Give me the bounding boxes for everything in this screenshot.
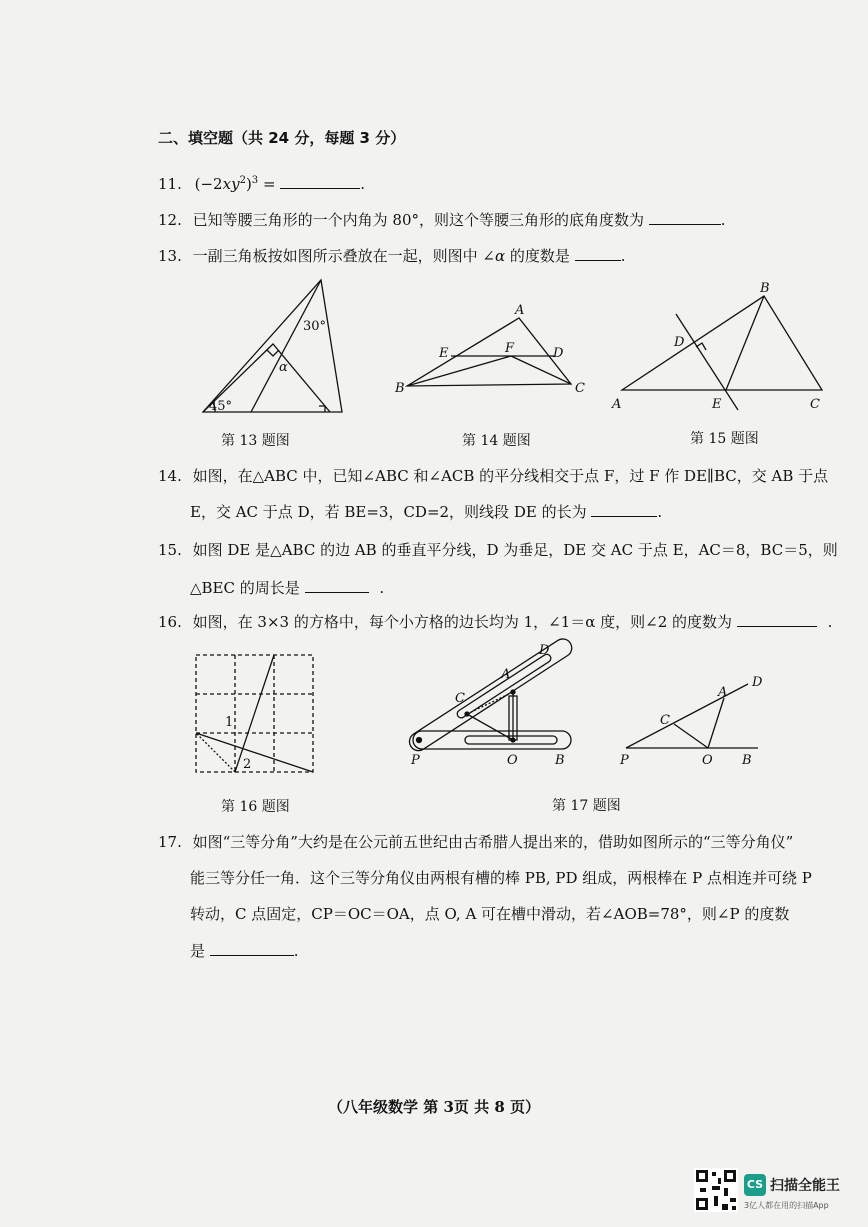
question-14-line-2: E，交 AC 于点 D，若 BE=3，CD=2，则线段 DE 的长为 . <box>190 503 663 521</box>
fig17-diag-label-p: P <box>620 753 629 768</box>
fig15-caption: 第 15 题图 <box>690 431 759 447</box>
scanner-logo-icon: CS <box>744 1174 766 1196</box>
fig14-label-d: D <box>553 346 564 361</box>
fig17-inst-label-b: B <box>555 753 565 768</box>
q11-number: 11. <box>158 175 182 193</box>
q15-text-2: △BEC 的周长是 <box>190 579 300 597</box>
fig14-label-f: F <box>505 341 515 356</box>
q13-number: 13. <box>158 247 182 265</box>
q15-text-1: 如图 DE 是△ABC 的边 AB 的垂直平分线，D 为垂足，DE 交 AC 于点 E，AC＝8，BC＝5，则 <box>192 541 838 559</box>
fig17-diag-label-b: B <box>742 753 752 768</box>
fig15-label-c: C <box>810 397 820 412</box>
fig17-inst-label-c: C <box>455 691 465 706</box>
q11-expression: $(-2xy^2)^3$ = <box>194 175 276 193</box>
fig17-inst-label-p: P <box>411 753 420 768</box>
q16-answer-blank[interactable] <box>737 612 817 627</box>
fig17-diag-label-c: C <box>660 713 670 728</box>
fig17-inst-label-d: D <box>539 643 550 658</box>
scanner-watermark <box>694 1168 854 1218</box>
q12-text: 已知等腰三角形的一个内角为 80°，则这个等腰三角形的底角度数为 <box>192 211 644 229</box>
fig15-label-e: E <box>712 397 722 412</box>
q13-text: 一副三角板按如图所示叠放在一起，则图中 ∠α 的度数是 <box>192 247 570 265</box>
q16-number: 16. <box>158 613 182 631</box>
fig16-angle-2: 2 <box>243 757 252 772</box>
fig15-label-a: A <box>612 397 622 412</box>
fig16-angle-1: 1 <box>225 715 234 730</box>
q15-answer-blank[interactable] <box>305 578 369 593</box>
q16-text: 如图，在 3×3 的方格中，每个小方格的边长均为 1，∠1＝α 度，则∠2 的度数为 <box>192 613 733 631</box>
figure-17-diagram <box>618 672 768 772</box>
question-17-line-1 <box>158 832 793 852</box>
fig13-alpha: α <box>279 360 288 375</box>
q15-number: 15. <box>158 541 182 559</box>
q17-text-4: 是 <box>190 942 206 960</box>
q12-answer-blank[interactable] <box>649 210 721 225</box>
question-11: 11. $(-2xy^2)^3$ = . <box>158 175 366 193</box>
page-footer: （八年级数学 第 3页 共 8 页） <box>328 1098 540 1116</box>
scanner-name: 扫描全能王 <box>770 1178 840 1194</box>
fig17-inst-label-a: A <box>501 667 511 682</box>
qr-code-icon <box>694 1168 738 1212</box>
figure-13 <box>195 278 345 418</box>
question-16: 16. 如图，在 3×3 的方格中，每个小方格的边长均为 1，∠1＝α 度，则∠2 的度数为 . <box>158 613 833 631</box>
figure-15 <box>610 280 825 410</box>
question-13: 13. 一副三角板按如图所示叠放在一起，则图中 ∠α 的度数是 . <box>158 247 626 265</box>
figure-17-instrument <box>405 640 580 770</box>
question-14-line-1 <box>158 466 828 486</box>
question-17-line-3: 转动，C 点固定，CP＝OC＝OA，点 O, A 可在槽中滑动，若∠AOB=78°，则∠P 的度数 <box>190 905 790 923</box>
section-title: 二、填空题（共 24 分，每题 3 分） <box>158 129 406 147</box>
fig16-caption: 第 16 题图 <box>221 799 290 815</box>
question-17-line-2: 能三等分任一角．这个三等分角仪由两根有槽的棒 PB, PD 组成，两根棒在 P 点相连并可绕 P <box>190 869 812 887</box>
figure-14 <box>395 300 590 400</box>
fig13-angle-45: 45° <box>209 399 233 414</box>
q14-text-2: E，交 AC 于点 D，若 BE=3，CD=2，则线段 DE 的长为 <box>190 503 587 521</box>
fig17-diag-label-d: D <box>752 675 763 690</box>
fig14-label-c: C <box>575 381 585 396</box>
question-15-line-2: △BEC 的周长是 . <box>190 579 385 597</box>
fig14-label-b: B <box>395 381 405 396</box>
q17-text-1: 如图“三等分角”大约是在公元前五世纪由古希腊人提出来的，借助如图所示的“三等分角仪” <box>192 833 794 851</box>
q12-number: 12. <box>158 211 182 229</box>
q17-number: 17. <box>158 833 182 851</box>
question-12: 12. 已知等腰三角形的一个内角为 80°，则这个等腰三角形的底角度数为 . <box>158 211 726 229</box>
fig17-inst-label-o: O <box>507 753 518 768</box>
question-15-line-1 <box>158 540 838 560</box>
q11-answer-blank[interactable] <box>280 174 360 189</box>
fig17-caption: 第 17 题图 <box>552 798 621 814</box>
fig15-label-d: D <box>674 335 685 350</box>
q14-answer-blank[interactable] <box>591 502 657 517</box>
fig13-angle-30: 30° <box>303 319 327 334</box>
scanner-slogan: 3亿人都在用的扫描App <box>744 1201 829 1210</box>
fig13-caption: 第 13 题图 <box>221 433 290 449</box>
q17-answer-blank[interactable] <box>210 941 294 956</box>
fig17-diag-label-a: A <box>718 685 728 700</box>
fig17-diag-label-o: O <box>702 753 713 768</box>
q14-text-1: 如图，在△ABC 中，已知∠ABC 和∠ACB 的平分线相交于点 F，过 F 作 DE∥BC，交 AB 于点 <box>192 467 829 485</box>
q13-answer-blank[interactable] <box>575 246 621 261</box>
fig14-label-a: A <box>515 303 525 318</box>
fig15-label-b: B <box>760 281 770 296</box>
fig14-caption: 第 14 题图 <box>462 433 531 449</box>
fig14-label-e: E <box>439 346 449 361</box>
question-17-line-4: 是 . <box>190 942 299 960</box>
figure-16 <box>193 652 318 777</box>
q14-number: 14. <box>158 467 182 485</box>
